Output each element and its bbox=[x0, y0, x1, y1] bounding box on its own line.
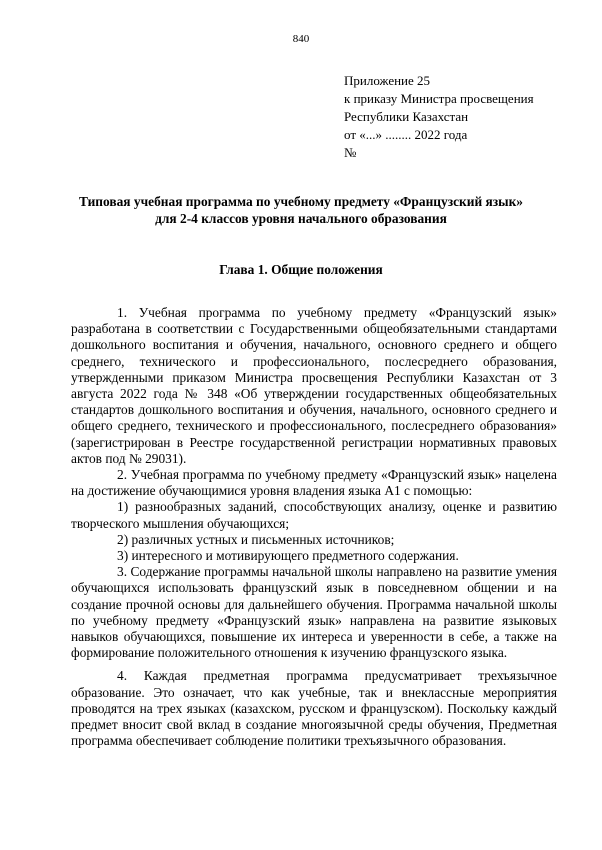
document-title bbox=[40, 193, 562, 227]
chapter-heading: Глава 1. Общие положения bbox=[219, 262, 383, 277]
appendix-line: к приказу Министра просвещения bbox=[344, 91, 534, 106]
title-line: для 2-4 классов уровня начального образования bbox=[155, 211, 447, 226]
appendix-reference bbox=[344, 72, 584, 162]
paragraph: 1. Учебная программа по учебному предмету «Французский язык» разработана в соответствии с Государственными общеобязательными стандартами дошкольного воспитания и обучения, начального, основного среднего и общего среднего, технического и профессионального, послесреднего образования, утвержденными приказом Министра просвещения Республики Казахстан от 3 августа 2022 года № 348 «Об утверждении государственных общеобязательных стандартов дошкольного воспитания и обучения, начального, основного среднего и общего среднего, технического и профессионального, послесреднего образования» (зарегистрирован в Реестре государственной регистрации нормативных правовых актов под № 29031). bbox=[71, 305, 557, 466]
page-number: 840 bbox=[292, 33, 310, 45]
paragraph: 3. Содержание программы начальной школы направлено на развитие умения обучающихся использовать французский язык в повседневном общении и на создание прочной основы для дальнейшего обучения. Программа начальной школы по учебному предмету «Французский язык» направлена на развитие языковых навыков обучающихся, повышение их интереса и уверенности в себе, а также на формирование положительного отношения к изучению французского языка. bbox=[71, 564, 557, 661]
paragraph: 2. Учебная программа по учебному предмету «Французский язык» нацелена на достижение обучающимися уровня владения языка А1 с помощью: bbox=[71, 467, 557, 499]
list-item: 1) разнообразных заданий, способствующих анализу, оценке и развитию творческого мышления обучающихся; bbox=[71, 499, 557, 531]
appendix-line: Приложение 25 bbox=[344, 73, 431, 88]
list-item: 2) различных устных и письменных источников; bbox=[117, 531, 395, 547]
list-item: 3) интересного и мотивирующего предметного содержания. bbox=[117, 548, 459, 564]
appendix-date-line: от «...» ........ 2022 года bbox=[344, 127, 468, 142]
title-line: Типовая учебная программа по учебному предмету «Французский язык» bbox=[78, 194, 524, 209]
appendix-line: Республики Казахстан bbox=[344, 109, 469, 124]
appendix-number-line: № bbox=[344, 145, 357, 160]
document-body bbox=[71, 305, 557, 749]
paragraph: 4. Каждая предметная программа предусматривает трехъязычное образование. Это означает, что как учебные, так и внеклассные мероприятия проводятся на трех языках (казахском, русском и французском). Поскольку каждый предмет вносит свой вклад в создание многоязычной среды обучения, Предметная программа обеспечивает соблюдение политики трехъязычного образования. bbox=[71, 668, 557, 749]
